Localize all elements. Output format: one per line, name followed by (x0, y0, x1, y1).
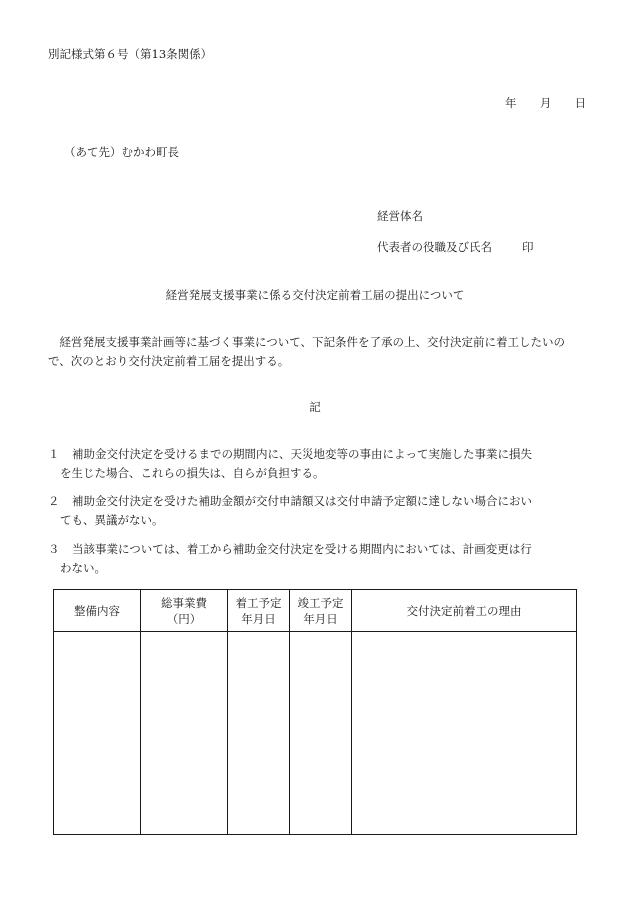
condition-text-line2: を生じた場合、これらの損失は、自らが負担する。 (60, 466, 325, 480)
representative-label: 代表者の役職及び氏名 (377, 240, 492, 254)
date-month: 月 (539, 96, 552, 110)
table-row (54, 632, 577, 835)
org-name-label: 経営体名 (377, 209, 423, 223)
date-year: 年 (505, 96, 517, 110)
form-number: 別記様式第６号（第13条関係） (48, 47, 213, 61)
ki-heading: 記 (309, 400, 321, 414)
condition-text-line2: わない。 (60, 561, 106, 575)
seal-mark: 印 (522, 240, 534, 254)
condition-item (48, 492, 583, 530)
cell-completion-date[interactable] (290, 632, 352, 835)
addressee: （あて先）むかわ町長 (64, 145, 179, 159)
date-day: 日 (574, 96, 587, 110)
body-paragraph: 経営発展支援事業計画等に基づく事業について、下記条件を了承の上、交付決定前に着工したいので、次のとおり交付決定前着工届を提出する。 (48, 335, 566, 368)
cell-reason[interactable] (352, 632, 577, 835)
condition-item (48, 540, 583, 578)
work-table (53, 589, 577, 835)
condition-text-line1: 補助金交付決定を受けた補助金額が交付申請額又は交付申請予定額に達しない場合におい (72, 494, 532, 508)
header-reason: 交付決定前着工の理由 (352, 590, 577, 632)
document-title: 経営発展支援事業に係る交付決定前着工届の提出について (165, 288, 465, 302)
header-start-date: 着工予定 年月日 (228, 590, 290, 632)
condition-text-line1: 当該事業については、着工から補助金交付決定を受ける期間内においては、計画変更は行 (72, 542, 532, 556)
cell-content[interactable] (54, 632, 141, 835)
cell-total-cost[interactable] (141, 632, 228, 835)
condition-number: ３ (48, 542, 60, 556)
condition-text-line1: 補助金交付決定を受けるまでの期間内に、天災地変等の事由によって実施した事業に損失 (72, 447, 532, 461)
representative-line (377, 239, 534, 255)
cell-start-date[interactable] (228, 632, 290, 835)
date-line (505, 95, 586, 111)
condition-number: ２ (48, 494, 60, 508)
condition-text-line2: ても、異議がない。 (60, 513, 164, 527)
header-total-cost: 総事業費 （円） (141, 590, 228, 632)
condition-number: １ (48, 447, 60, 461)
header-completion-date: 竣工予定 年月日 (290, 590, 352, 632)
header-content: 整備内容 (54, 590, 141, 632)
condition-item (48, 445, 583, 483)
table-header-row (54, 590, 577, 632)
